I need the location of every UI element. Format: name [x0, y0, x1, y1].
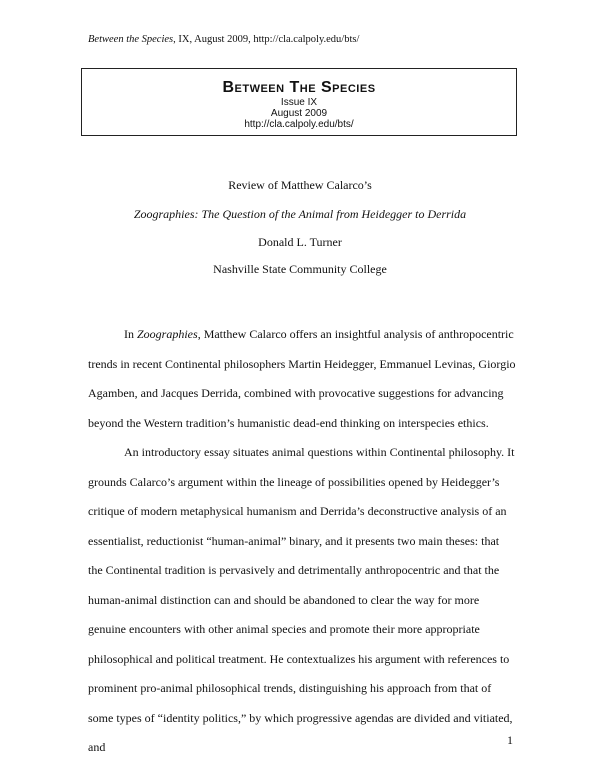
paragraph-2: An introductory essay situates animal questions within Continental philosophy. It grounds Calarco’s argument within the lineage of possibilities opened by Heidegger’s critique of modern metaphysical humanism and Derrida’s deconstructive analysis of an essentialist, reductionist “human-animal” binary, and it presents two main theses: that the Continental tradition is pervasively and detrimentally anthropocentric and that the human-animal distinction can and should be abandoned to clear the way for more genuine encounters with other animal species and promote their more appropriate philosophical and political treatment. He contextualizes his argument with references to prominent pro-animal philosophical trends, distinguishing his approach from that of some types of “identity politics,” by which progressive agendas are divided and vitiated, and: [88, 445, 515, 754]
paragraph-1-lead: In: [124, 327, 137, 341]
page-number: 1: [507, 733, 513, 747]
running-header-details: , IX, August 2009, http://cla.calpoly.edu/bts/: [173, 34, 360, 45]
masthead-box: [81, 68, 517, 136]
book-title: Zoographies: The Question of the Animal from Heidegger to Derrida: [133, 207, 467, 221]
masthead-url: http://cla.calpoly.edu/bts/: [244, 119, 354, 130]
masthead-title: Between The Species: [222, 79, 376, 96]
body-text: [88, 320, 516, 763]
paragraph-1: [88, 320, 516, 438]
paragraph-1-book-title: Zoographies: [137, 327, 198, 341]
running-header: [88, 34, 359, 45]
masthead-date: August 2009: [270, 108, 328, 119]
masthead-issue: Issue IX: [280, 97, 318, 108]
running-header-journal: Between the Species: [88, 34, 174, 45]
paragraph-1-text: , Matthew Calarco offers an insightful analysis of anthropocentric trends in recent Continental philosophers Martin Heidegger, Emmanuel Levinas, Giorgio Agamben, and Jacques Derrida, combined with provocative suggestions for advancing beyond the Western tradition’s humanistic dead-end thinking on interspecies ethics.: [88, 327, 516, 430]
author-name: Donald L. Turner: [258, 235, 342, 249]
review-of-line: Review of Matthew Calarco’s: [228, 178, 372, 192]
author-affiliation: Nashville State Community College: [213, 262, 387, 276]
